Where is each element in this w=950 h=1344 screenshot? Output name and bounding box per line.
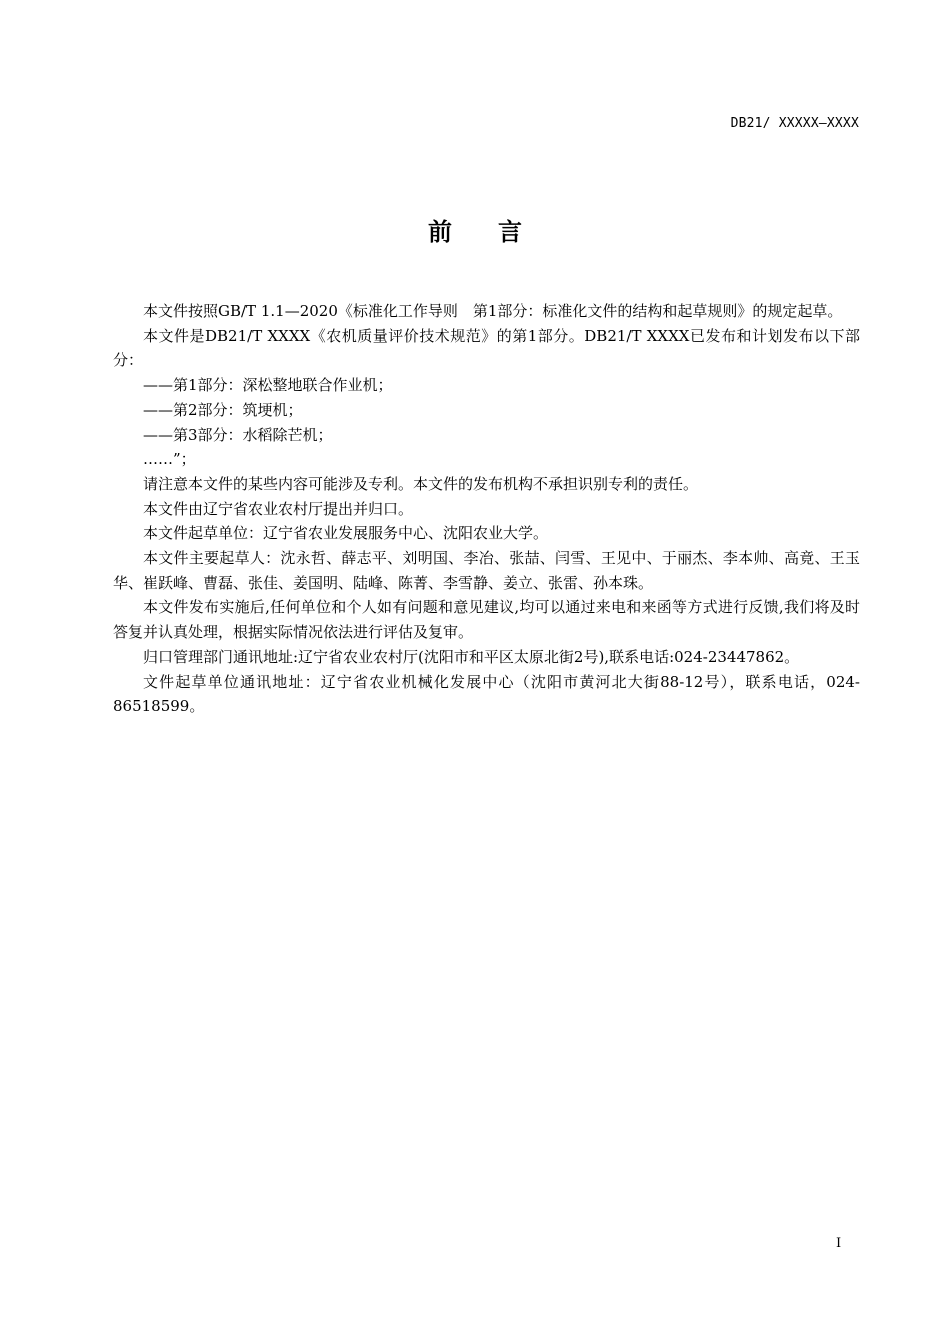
paragraph-drafting-basis: 本文件按照GB/T 1.1—2020《标准化工作导则 第1部分：标准化文件的结构和起草规则》的规定起草。 — [143, 302, 843, 320]
paragraph-authority-address: 归口管理部门通讯地址:辽宁省农业农村厅(沈阳市和平区太原北街2号),联系电话:024-23447862。 — [143, 647, 800, 666]
page-number: I — [836, 1236, 842, 1251]
paragraph-series-intro: 本文件是DB21/T XXXX《农机质量评价技术规范》的第1部分。DB21/T XXXX已发布和计划发布以下部分： — [113, 326, 860, 370]
paragraph-drafters: 本文件主要起草人：沈永哲、薛志平、刘明国、李冶、张喆、闫雪、王见中、于丽杰、李本帅、高竟、王玉华、崔跃峰、曹磊、张佳、姜国明、陆峰、陈菁、李雪静、姜立、张雷、孙本珠。 — [113, 549, 860, 592]
document-code: DB21/ XXXXX—XXXX — [730, 116, 859, 131]
list-item-ellipsis: ……”； — [143, 450, 196, 469]
paragraph-drafting-units: 本文件起草单位：辽宁省农业发展服务中心、沈阳农业大学。 — [143, 524, 549, 543]
list-item-part-3: ——第3部分：水稻除芒机； — [143, 425, 333, 444]
paragraph-drafter-address: 文件起草单位通讯地址：辽宁省农业机械化发展中心（沈阳市黄河北大街88-12号），联系电话，024-86518599。 — [113, 672, 860, 716]
list-item-part-1: ——第1部分：深松整地联合作业机； — [143, 376, 393, 395]
paragraph-proposer: 本文件由辽宁省农业农村厅提出并归口。 — [143, 499, 414, 518]
document-body — [113, 299, 860, 719]
page-title: 前言 — [428, 218, 568, 246]
paragraph-patent-notice: 请注意本文件的某些内容可能涉及专利。本文件的发布机构不承担识别专利的责任。 — [143, 474, 699, 493]
list-item-part-2: ——第2部分：筑埂机； — [143, 400, 303, 419]
paragraph-feedback: 本文件发布实施后,任何单位和个人如有问题和意见建议,均可以通过来电和来函等方式进行反馈,我们将及时答复并认真处理，根据实际情况依法进行评估及复审。 — [113, 598, 860, 642]
